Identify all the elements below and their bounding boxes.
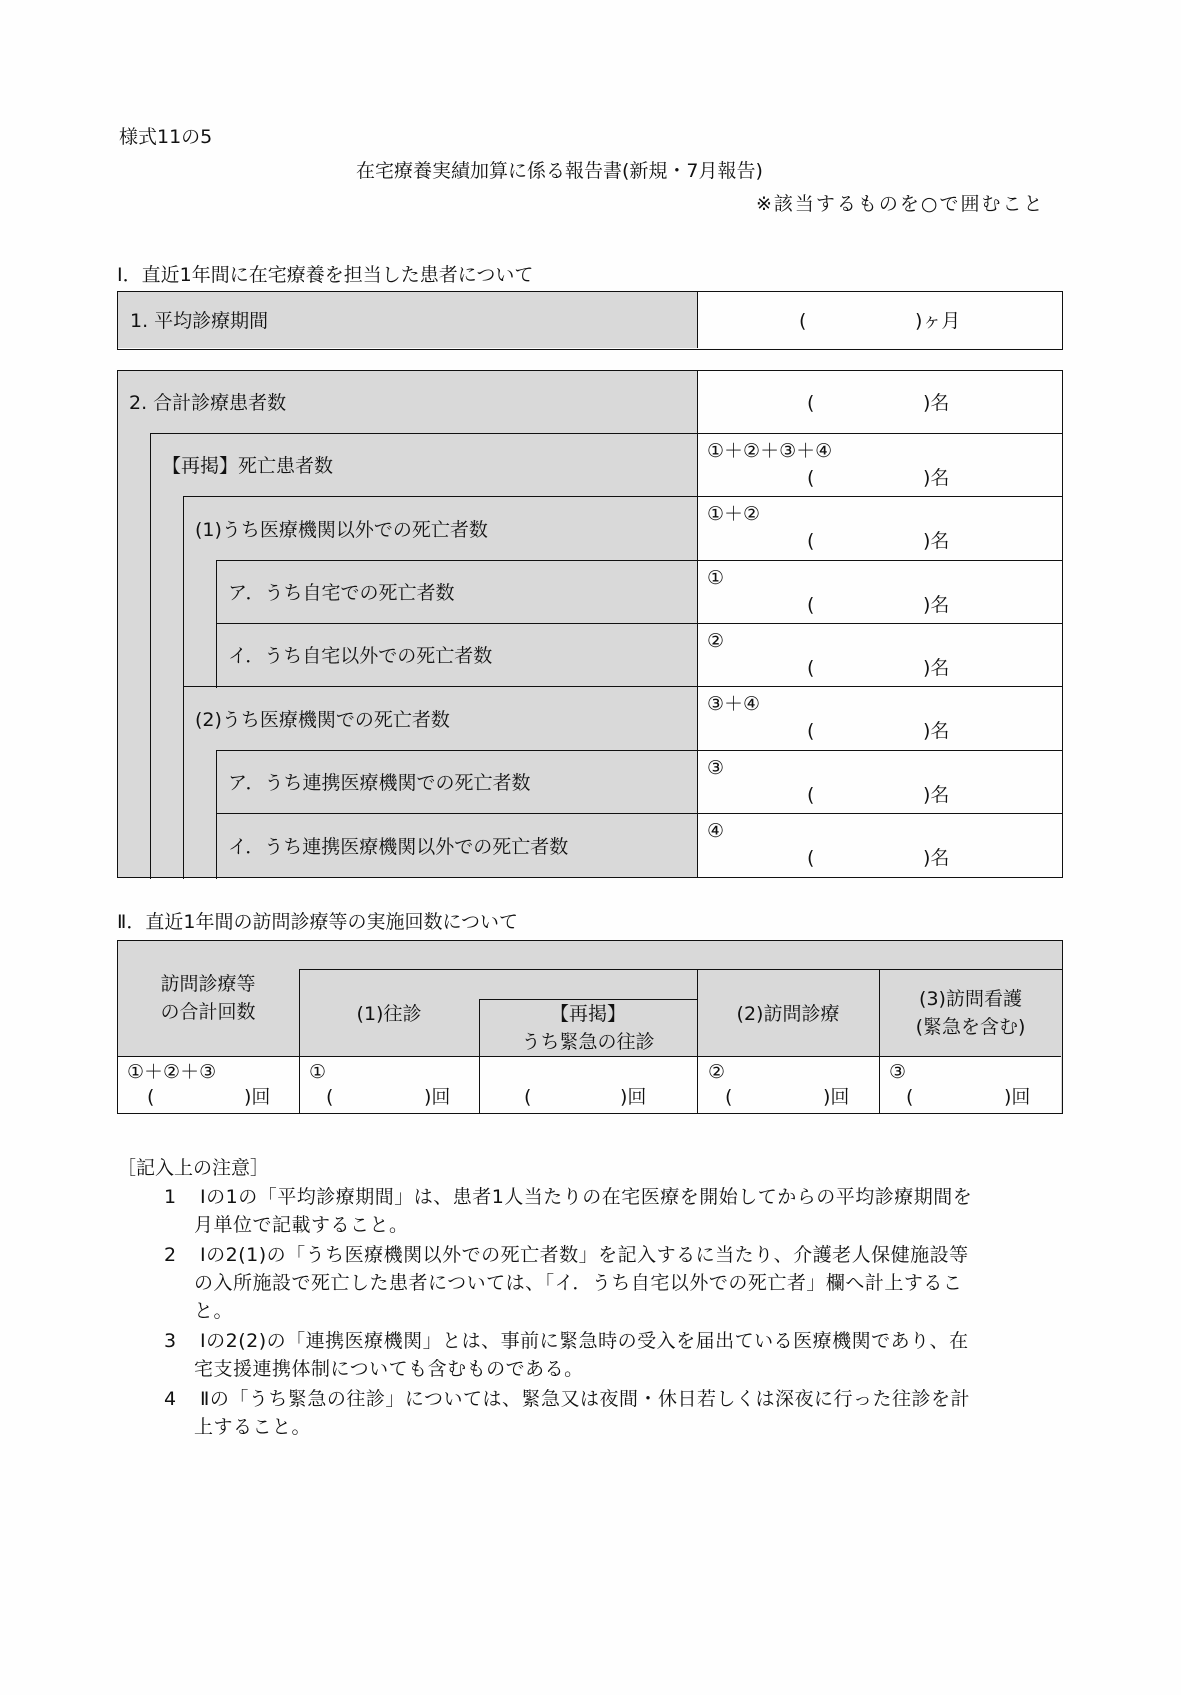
unit-label: )名 [923, 720, 950, 742]
form-number: 様式11の5 [119, 126, 213, 148]
section1-heading: Ⅰ．直近1年間に在宅療養を担当した患者について [117, 264, 534, 286]
open-paren: ( [326, 1086, 334, 1108]
cell-visit[interactable] [699, 1058, 878, 1112]
divider [697, 623, 1062, 624]
divider [697, 750, 1062, 751]
open-paren: ( [807, 467, 815, 489]
formula-label: ①＋② [707, 503, 761, 525]
avg-period-table [117, 291, 1063, 350]
formula-label: ③ [889, 1061, 907, 1083]
header-emergency-line1: 【再掲】 [549, 1003, 626, 1025]
divider [697, 1056, 698, 1113]
open-paren: ( [524, 1086, 532, 1108]
unit-label: )回 [823, 1086, 850, 1108]
open-paren: ( [807, 530, 815, 552]
note-number: 3 [164, 1330, 177, 1352]
notes-heading: ［記入上の注意］ [117, 1157, 270, 1179]
avg-period-value-cell[interactable] [699, 292, 1061, 348]
open-paren: ( [807, 720, 815, 742]
note-number: 2 [164, 1244, 177, 1266]
divider [697, 813, 1062, 814]
note-text: Ⅰの2(2)の「連携医療機関」とは、事前に緊急時の受入を届出ている医療機関であり、在 [200, 1330, 969, 1352]
header-nursing-line1: (3)訪問看護 [919, 988, 1022, 1010]
open-paren: ( [147, 1086, 155, 1108]
unit-label: )回 [244, 1086, 271, 1108]
header-ojin: (1)往診 [356, 1003, 422, 1025]
row-label-deceased: 【再掲】死亡患者数 [162, 455, 334, 477]
divider [216, 813, 697, 815]
formula-label: ① [707, 567, 725, 589]
avg-period-label-cell [118, 292, 698, 348]
unit-label: )回 [620, 1086, 647, 1108]
divider [183, 686, 697, 688]
unit-label: )名 [923, 467, 950, 489]
note-text: の入所施設で死亡した患者については、「イ．うち自宅以外での死亡者」欄へ計上するこ [194, 1272, 963, 1294]
open-paren: ( [906, 1086, 914, 1108]
instruction-text: ※該当するものを○で囲むこと [756, 193, 1045, 215]
open-paren: ( [807, 657, 815, 679]
formula-label: ④ [707, 820, 725, 842]
cell-ojin[interactable] [300, 1058, 478, 1112]
divider [697, 496, 1062, 497]
header-emergency-line2: うち緊急の往診 [521, 1031, 655, 1053]
note-text: 宅支援連携体制についても含むものである。 [194, 1358, 584, 1380]
unit-label: )名 [923, 392, 950, 414]
formula-label: ③ [707, 757, 725, 779]
unit-label: )回 [424, 1086, 451, 1108]
row-label-non-hospital: (1)うち医療機関以外での死亡者数 [195, 519, 488, 541]
note-text: 上すること。 [194, 1416, 312, 1438]
open-paren: ( [807, 594, 815, 616]
note-text: 月単位で記載すること。 [194, 1214, 409, 1236]
page-title: 在宅療養実績加算に係る報告書(新規・7月報告) [356, 160, 763, 182]
formula-label: ② [707, 630, 725, 652]
note-text: Ⅱの「うち緊急の往診」については、緊急又は夜間・休日若しくは深夜に行った往診を計 [200, 1388, 970, 1410]
section2-heading: Ⅱ．直近1年間の訪問診療等の実施回数について [117, 911, 519, 933]
row-label-partner-hospital: ア．うち連携医療機関での死亡者数 [228, 772, 531, 794]
unit-label: )回 [1004, 1086, 1031, 1108]
unit-label: )名 [923, 784, 950, 806]
value-cell-total-patients[interactable] [699, 372, 1061, 433]
formula-label: ② [708, 1061, 726, 1083]
row-label-home: ア．うち自宅での死亡者数 [228, 582, 455, 604]
formula-label: ①＋②＋③＋④ [707, 440, 833, 462]
open-paren: ( [725, 1086, 733, 1108]
row-label-non-home: イ．うち自宅以外での死亡者数 [228, 645, 493, 667]
header-nursing-line2: (緊急を含む) [915, 1016, 1026, 1038]
formula-label: ①＋②＋③ [127, 1061, 217, 1083]
value-cell-non-home[interactable] [699, 625, 1061, 686]
note-text: と。 [194, 1300, 234, 1322]
header-total-line1: 訪問診療等 [160, 973, 256, 995]
note-text: Ⅰの2(1)の「うち医療機関以外での死亡者数」を記入するに当たり、介護老人保健施設等 [200, 1244, 969, 1266]
value-cell-non-partner-hospital[interactable] [699, 815, 1061, 876]
formula-label: ③＋④ [707, 693, 761, 715]
cell-total-visits[interactable] [118, 1058, 298, 1112]
unit-label: )名 [923, 594, 950, 616]
row-label-non-partner-hospital: イ．うち連携医療機関以外での死亡者数 [228, 836, 569, 858]
open-paren: ( [807, 847, 815, 869]
open-paren: ( [799, 310, 807, 332]
value-cell-non-hospital[interactable] [699, 498, 1061, 559]
cell-emergency[interactable] [480, 1058, 696, 1112]
value-cell-home[interactable] [699, 562, 1061, 623]
unit-label: )名 [923, 657, 950, 679]
header-total-line2: の合計回数 [160, 1001, 256, 1023]
divider [216, 623, 697, 625]
avg-period-label: 1. 平均診療期間 [130, 310, 269, 332]
open-paren: ( [807, 784, 815, 806]
header-visit: (2)訪問診療 [736, 1003, 840, 1025]
note-number: 4 [164, 1388, 177, 1410]
divider [697, 433, 1062, 434]
open-paren: ( [807, 392, 815, 414]
note-number: 1 [164, 1186, 177, 1208]
unit-label: )名 [923, 530, 950, 552]
value-cell-hospital[interactable] [699, 688, 1061, 749]
divider [697, 560, 1062, 561]
row-label-hospital: (2)うち医療機関での死亡者数 [195, 709, 450, 731]
value-cell-partner-hospital[interactable] [699, 752, 1061, 813]
unit-label: )ヶ月 [915, 310, 961, 332]
formula-label: ① [309, 1061, 327, 1083]
divider [697, 686, 1062, 687]
cell-nursing[interactable] [880, 1058, 1061, 1112]
row-label-total-patients: 2. 合計診療患者数 [129, 392, 287, 414]
value-cell-deceased[interactable] [699, 435, 1061, 496]
note-text: Ⅰの1の「平均診療期間」は、患者1人当たりの在宅医療を開始してからの平均診療期間を [200, 1186, 973, 1208]
unit-label: )名 [923, 847, 950, 869]
